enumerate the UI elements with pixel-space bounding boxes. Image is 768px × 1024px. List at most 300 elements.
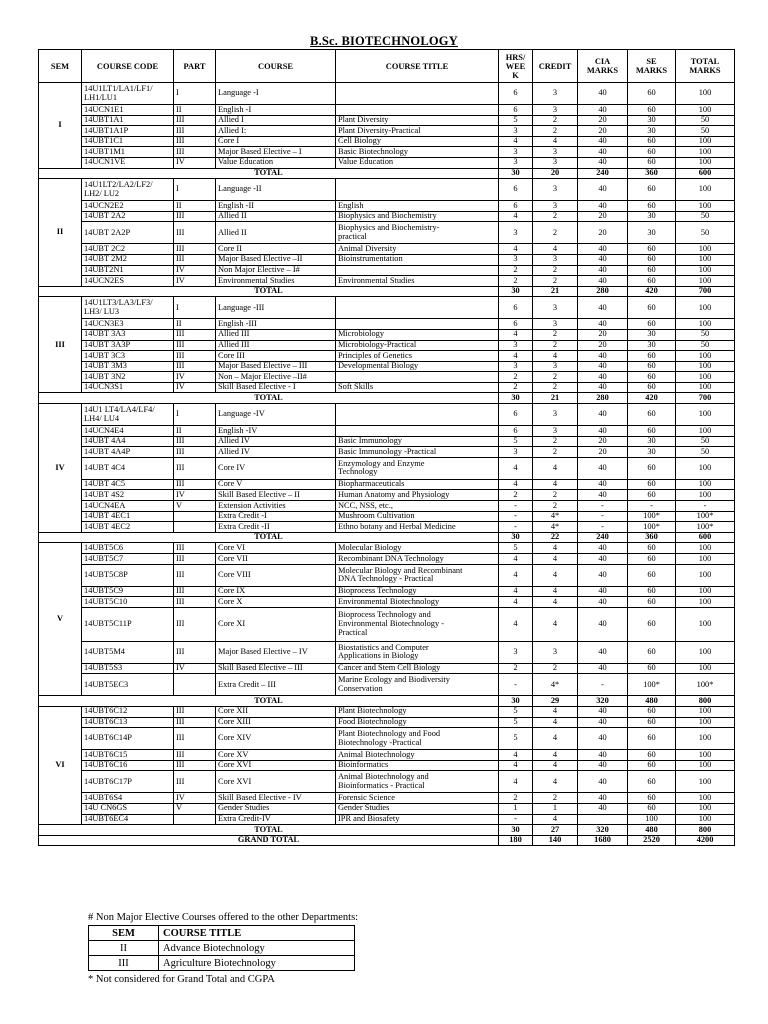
se-marks: 60 bbox=[628, 793, 676, 804]
se-marks: 60 bbox=[628, 297, 676, 319]
course-title: Microbiology bbox=[336, 329, 499, 340]
part: IV bbox=[174, 372, 216, 383]
hrs: 4 bbox=[499, 211, 533, 222]
cia-marks: 40 bbox=[578, 803, 628, 814]
part: III bbox=[174, 222, 216, 244]
hrs: 2 bbox=[499, 490, 533, 501]
table-row bbox=[39, 211, 735, 222]
credit: 2 bbox=[533, 372, 578, 383]
part bbox=[174, 522, 216, 533]
se-marks: 60 bbox=[628, 147, 676, 158]
course: English -IV bbox=[216, 426, 336, 437]
hrs: 5 bbox=[499, 728, 533, 750]
course: Skill Based Elective – III bbox=[216, 663, 336, 674]
se-marks: 60 bbox=[628, 254, 676, 265]
cia-marks: 40 bbox=[578, 771, 628, 793]
course-code: 14UBT1A1 bbox=[82, 115, 174, 126]
total-se-marks: 480 bbox=[628, 696, 676, 707]
cia-marks: 40 bbox=[578, 717, 628, 728]
grand-total-cia-marks: 1680 bbox=[578, 835, 628, 846]
course-code: 14UCN3S1 bbox=[82, 382, 174, 393]
hrs: 5 bbox=[499, 436, 533, 447]
course: Allied IV bbox=[216, 436, 336, 447]
se-marks: 60 bbox=[628, 83, 676, 105]
course: Language -II bbox=[216, 179, 336, 201]
se-marks: - bbox=[628, 501, 676, 512]
course-title bbox=[336, 404, 499, 426]
total-marks: 100* bbox=[676, 511, 735, 522]
se-marks: 60 bbox=[628, 771, 676, 793]
course-title: Soft Skills bbox=[336, 382, 499, 393]
hrs: 4 bbox=[499, 136, 533, 147]
credit: 2 bbox=[533, 793, 578, 804]
credit: 4 bbox=[533, 760, 578, 771]
table-row bbox=[39, 750, 735, 761]
part: IV bbox=[174, 490, 216, 501]
total-marks: 50 bbox=[676, 115, 735, 126]
course-title: Bioinformatics bbox=[336, 760, 499, 771]
nme-sem: III bbox=[89, 956, 159, 971]
course-code: 14UBT 4C5 bbox=[82, 479, 174, 490]
course: Major Based Elective – IV bbox=[216, 641, 336, 663]
cia-marks: 40 bbox=[578, 554, 628, 565]
course-title: Bioprocess Technology bbox=[336, 586, 499, 597]
cia-marks: 20 bbox=[578, 222, 628, 244]
course: Core XI bbox=[216, 607, 336, 641]
sem-label: VI bbox=[39, 706, 82, 824]
part bbox=[174, 511, 216, 522]
part: I bbox=[174, 179, 216, 201]
hrs: 2 bbox=[499, 663, 533, 674]
credit: 3 bbox=[533, 361, 578, 372]
se-marks: 60 bbox=[628, 543, 676, 554]
course-title: Biophysics and Biochemistry bbox=[336, 211, 499, 222]
total-marks: 100 bbox=[676, 586, 735, 597]
table-row bbox=[39, 803, 735, 814]
part: III bbox=[174, 760, 216, 771]
part: III bbox=[174, 607, 216, 641]
total-row bbox=[39, 168, 735, 179]
table-row bbox=[39, 586, 735, 597]
hrs: 3 bbox=[499, 340, 533, 351]
credit: 2 bbox=[533, 115, 578, 126]
credit: 3 bbox=[533, 201, 578, 212]
cia-marks: - bbox=[578, 522, 628, 533]
course: Core IX bbox=[216, 586, 336, 597]
hrs: 5 bbox=[499, 543, 533, 554]
total-label: TOTAL bbox=[39, 286, 499, 297]
course: Language -IV bbox=[216, 404, 336, 426]
asterisk-note: * Not considered for Grand Total and CGPA bbox=[88, 974, 275, 985]
total-marks: 100 bbox=[676, 83, 735, 105]
cia-marks: 40 bbox=[578, 597, 628, 608]
nme-header-sem: SEM bbox=[89, 926, 159, 941]
hrs: - bbox=[499, 814, 533, 825]
credit: 3 bbox=[533, 254, 578, 265]
course-title: Basic Biotechnology bbox=[336, 147, 499, 158]
table-row bbox=[39, 126, 735, 137]
table-row bbox=[39, 136, 735, 147]
part: II bbox=[174, 319, 216, 330]
table-row bbox=[39, 771, 735, 793]
se-marks: 100 bbox=[628, 814, 676, 825]
total-marks: 100 bbox=[676, 706, 735, 717]
hrs: 6 bbox=[499, 426, 533, 437]
cia-marks: 40 bbox=[578, 319, 628, 330]
course-code: 14UBT5M4 bbox=[82, 641, 174, 663]
hrs: 4 bbox=[499, 479, 533, 490]
total-label: TOTAL bbox=[39, 168, 499, 179]
total-se-marks: 360 bbox=[628, 168, 676, 179]
hrs: 6 bbox=[499, 404, 533, 426]
hrs: 2 bbox=[499, 793, 533, 804]
course: Major Based Elective – I bbox=[216, 147, 336, 158]
part: III bbox=[174, 254, 216, 265]
table-row bbox=[39, 372, 735, 383]
se-marks: 60 bbox=[628, 457, 676, 479]
total-row bbox=[39, 532, 735, 543]
total-marks: 100 bbox=[676, 254, 735, 265]
course-code: 14UBT1A1P bbox=[82, 126, 174, 137]
credit: 4 bbox=[533, 717, 578, 728]
course: Allied II bbox=[216, 222, 336, 244]
total-marks: 100 bbox=[676, 760, 735, 771]
course-title: Biostatistics and Computer Applications in Biology bbox=[336, 641, 499, 663]
hrs: 4 bbox=[499, 329, 533, 340]
course-title: IPR and Biosafety bbox=[336, 814, 499, 825]
header-sem: SEM bbox=[39, 50, 82, 83]
credit: 4 bbox=[533, 244, 578, 255]
credit: 2 bbox=[533, 663, 578, 674]
course-code: 14UBT5C7 bbox=[82, 554, 174, 565]
cia-marks: 40 bbox=[578, 276, 628, 287]
credit: 4 bbox=[533, 771, 578, 793]
se-marks: 60 bbox=[628, 276, 676, 287]
credit: 2 bbox=[533, 329, 578, 340]
course: Core XIV bbox=[216, 728, 336, 750]
header-course-code: COURSE CODE bbox=[82, 50, 174, 83]
se-marks: 60 bbox=[628, 404, 676, 426]
se-marks: 60 bbox=[628, 351, 676, 362]
header-course: COURSE bbox=[216, 50, 336, 83]
table-row bbox=[39, 222, 735, 244]
header-credit: CREDIT bbox=[533, 50, 578, 83]
grand-total-label: GRAND TOTAL bbox=[39, 835, 499, 846]
course-code: 14UBT1C1 bbox=[82, 136, 174, 147]
course-title: Cell Biology bbox=[336, 136, 499, 147]
se-marks: 60 bbox=[628, 554, 676, 565]
credit: 3 bbox=[533, 83, 578, 105]
course-title: Environmental Studies bbox=[336, 276, 499, 287]
credit: 3 bbox=[533, 105, 578, 116]
hrs: 2 bbox=[499, 265, 533, 276]
course-title: Environmental Biotechnology bbox=[336, 597, 499, 608]
part: I bbox=[174, 297, 216, 319]
total-marks: 100 bbox=[676, 814, 735, 825]
hrs: 6 bbox=[499, 105, 533, 116]
nme-header-course-title: COURSE TITLE bbox=[159, 926, 355, 941]
total-hrs: 30 bbox=[499, 696, 533, 707]
total-marks: 100 bbox=[676, 543, 735, 554]
cia-marks: 40 bbox=[578, 457, 628, 479]
part: I bbox=[174, 83, 216, 105]
part: II bbox=[174, 105, 216, 116]
cia-marks: 40 bbox=[578, 479, 628, 490]
total-marks: 100 bbox=[676, 426, 735, 437]
nme-header-row bbox=[89, 926, 355, 941]
credit: 3 bbox=[533, 157, 578, 168]
table-row bbox=[39, 717, 735, 728]
table-row bbox=[39, 543, 735, 554]
total-marks: 100 bbox=[676, 297, 735, 319]
credit: 2 bbox=[533, 447, 578, 458]
total-se-marks: 360 bbox=[628, 532, 676, 543]
table-row bbox=[39, 147, 735, 158]
hrs: - bbox=[499, 501, 533, 512]
se-marks: 60 bbox=[628, 717, 676, 728]
part: I bbox=[174, 404, 216, 426]
course-code: 14UBT2N1 bbox=[82, 265, 174, 276]
course: Core V bbox=[216, 479, 336, 490]
course-code: 14UBT 3M3 bbox=[82, 361, 174, 372]
hrs: 6 bbox=[499, 179, 533, 201]
hrs: 3 bbox=[499, 157, 533, 168]
cia-marks: 40 bbox=[578, 372, 628, 383]
total-marks: 100 bbox=[676, 607, 735, 641]
total-credit: 27 bbox=[533, 825, 578, 836]
table-row bbox=[39, 361, 735, 372]
course-code: 14UBT5C10 bbox=[82, 597, 174, 608]
se-marks: 60 bbox=[628, 663, 676, 674]
cia-marks: 20 bbox=[578, 340, 628, 351]
part: IV bbox=[174, 157, 216, 168]
course: Allied III bbox=[216, 329, 336, 340]
part: III bbox=[174, 554, 216, 565]
se-marks: 60 bbox=[628, 564, 676, 586]
total-marks: 50 bbox=[676, 222, 735, 244]
total-hrs: 30 bbox=[499, 286, 533, 297]
total-cia-marks: 240 bbox=[578, 532, 628, 543]
total-marks: 100 bbox=[676, 597, 735, 608]
hrs: 5 bbox=[499, 115, 533, 126]
credit: 4 bbox=[533, 706, 578, 717]
cia-marks: 20 bbox=[578, 436, 628, 447]
total-se-marks: 480 bbox=[628, 825, 676, 836]
course-code: 14UBT6C14P bbox=[82, 728, 174, 750]
total-marks: 100 bbox=[676, 641, 735, 663]
table-row bbox=[39, 501, 735, 512]
credit: 3 bbox=[533, 319, 578, 330]
credit: 4 bbox=[533, 351, 578, 362]
hrs: 2 bbox=[499, 382, 533, 393]
part: III bbox=[174, 361, 216, 372]
table-row bbox=[39, 297, 735, 319]
total-label: TOTAL bbox=[39, 393, 499, 404]
sem-label: V bbox=[39, 543, 82, 696]
table-row bbox=[39, 490, 735, 501]
total-marks: 100 bbox=[676, 105, 735, 116]
total-hrs: 30 bbox=[499, 168, 533, 179]
course: Skill Based Elective - IV bbox=[216, 793, 336, 804]
course-code: 14UBT 3C3 bbox=[82, 351, 174, 362]
part: V bbox=[174, 803, 216, 814]
course-code: 14UBT 3A3 bbox=[82, 329, 174, 340]
table-row bbox=[39, 244, 735, 255]
se-marks: 60 bbox=[628, 490, 676, 501]
total-marks: 100 bbox=[676, 771, 735, 793]
table-row bbox=[39, 663, 735, 674]
cia-marks: 40 bbox=[578, 254, 628, 265]
part: III bbox=[174, 564, 216, 586]
se-marks: 60 bbox=[628, 597, 676, 608]
grand-total-se-marks: 2520 bbox=[628, 835, 676, 846]
table-row bbox=[39, 728, 735, 750]
cia-marks: 40 bbox=[578, 404, 628, 426]
hrs: 6 bbox=[499, 297, 533, 319]
se-marks: 60 bbox=[628, 136, 676, 147]
total-marks: 100 bbox=[676, 265, 735, 276]
course: Core VII bbox=[216, 554, 336, 565]
total-total-marks: 700 bbox=[676, 393, 735, 404]
part: IV bbox=[174, 663, 216, 674]
table-row bbox=[39, 564, 735, 586]
hrs: 3 bbox=[499, 641, 533, 663]
part: III bbox=[174, 771, 216, 793]
hrs: 3 bbox=[499, 222, 533, 244]
table-row bbox=[39, 426, 735, 437]
header-part: PART bbox=[174, 50, 216, 83]
course: Skill Based Elective - I bbox=[216, 382, 336, 393]
total-total-marks: 600 bbox=[676, 168, 735, 179]
course: Allied III bbox=[216, 340, 336, 351]
course-title: Developmental Biology bbox=[336, 361, 499, 372]
total-hrs: 30 bbox=[499, 532, 533, 543]
total-cia-marks: 320 bbox=[578, 696, 628, 707]
total-total-marks: 700 bbox=[676, 286, 735, 297]
credit: 2 bbox=[533, 265, 578, 276]
cia-marks: 40 bbox=[578, 490, 628, 501]
cia-marks: 40 bbox=[578, 750, 628, 761]
credit: 3 bbox=[533, 147, 578, 158]
part: V bbox=[174, 501, 216, 512]
part: IV bbox=[174, 793, 216, 804]
course-title bbox=[336, 426, 499, 437]
total-hrs: 30 bbox=[499, 825, 533, 836]
course-title: Marine Ecology and Biodiversity Conservation bbox=[336, 674, 499, 696]
nme-course-title: Advance Biotechnology bbox=[159, 941, 355, 956]
total-label: TOTAL bbox=[39, 825, 499, 836]
total-marks: 100 bbox=[676, 147, 735, 158]
se-marks: 30 bbox=[628, 340, 676, 351]
se-marks: 60 bbox=[628, 586, 676, 597]
nme-row bbox=[89, 941, 355, 956]
cia-marks: 20 bbox=[578, 211, 628, 222]
se-marks: 60 bbox=[628, 728, 676, 750]
credit: 4 bbox=[533, 607, 578, 641]
course-code: 14UBT 2M2 bbox=[82, 254, 174, 265]
total-marks: 100 bbox=[676, 564, 735, 586]
cia-marks: 40 bbox=[578, 265, 628, 276]
credit: 3 bbox=[533, 404, 578, 426]
se-marks: 30 bbox=[628, 329, 676, 340]
course-code: 14UCN4EA bbox=[82, 501, 174, 512]
cia-marks: 20 bbox=[578, 447, 628, 458]
curriculum-table bbox=[38, 49, 735, 846]
table-row bbox=[39, 254, 735, 265]
total-credit: 29 bbox=[533, 696, 578, 707]
table-row bbox=[39, 447, 735, 458]
course-code: 14UBT 4S2 bbox=[82, 490, 174, 501]
total-marks: 100 bbox=[676, 179, 735, 201]
total-marks: 100 bbox=[676, 382, 735, 393]
course-code: 14UBT5S3 bbox=[82, 663, 174, 674]
part: III bbox=[174, 728, 216, 750]
cia-marks: 40 bbox=[578, 607, 628, 641]
part: III bbox=[174, 586, 216, 597]
hrs: 2 bbox=[499, 372, 533, 383]
table-row bbox=[39, 340, 735, 351]
course: Core XVI bbox=[216, 760, 336, 771]
table-row bbox=[39, 760, 735, 771]
se-marks: 30 bbox=[628, 115, 676, 126]
credit: 2 bbox=[533, 222, 578, 244]
se-marks: 30 bbox=[628, 222, 676, 244]
cia-marks: 20 bbox=[578, 329, 628, 340]
hrs: 4 bbox=[499, 554, 533, 565]
total-marks: 100* bbox=[676, 522, 735, 533]
course: Core IV bbox=[216, 457, 336, 479]
course: Core X bbox=[216, 597, 336, 608]
total-hrs: 30 bbox=[499, 393, 533, 404]
se-marks: 100* bbox=[628, 511, 676, 522]
total-marks: 100 bbox=[676, 479, 735, 490]
course-title: Enzymology and Enzyme Technology bbox=[336, 457, 499, 479]
course: English -II bbox=[216, 201, 336, 212]
hrs: 3 bbox=[499, 254, 533, 265]
table-row bbox=[39, 674, 735, 696]
course: English -I bbox=[216, 105, 336, 116]
course-title: Plant Biotechnology and Food Biotechnology -Practical bbox=[336, 728, 499, 750]
header-row bbox=[39, 50, 735, 83]
course-title: Plant Biotechnology bbox=[336, 706, 499, 717]
hrs: 4 bbox=[499, 244, 533, 255]
credit: 4 bbox=[533, 814, 578, 825]
part: II bbox=[174, 426, 216, 437]
cia-marks: 40 bbox=[578, 728, 628, 750]
credit: 3 bbox=[533, 641, 578, 663]
course-title: Bioprocess Technology and Environmental Biotechnology - Practical bbox=[336, 607, 499, 641]
total-cia-marks: 240 bbox=[578, 168, 628, 179]
hrs: 6 bbox=[499, 319, 533, 330]
total-marks: 50 bbox=[676, 211, 735, 222]
total-marks: 100 bbox=[676, 663, 735, 674]
total-credit: 22 bbox=[533, 532, 578, 543]
part: III bbox=[174, 457, 216, 479]
table-row bbox=[39, 105, 735, 116]
sem-label: III bbox=[39, 297, 82, 393]
course: Skill Based Elective – II bbox=[216, 490, 336, 501]
course: Core VIII bbox=[216, 564, 336, 586]
part: III bbox=[174, 543, 216, 554]
course-title: Biopharmaceuticals bbox=[336, 479, 499, 490]
course: Extension Activities bbox=[216, 501, 336, 512]
course: Core XIII bbox=[216, 717, 336, 728]
se-marks: 60 bbox=[628, 803, 676, 814]
course: Non – Major Elective –II# bbox=[216, 372, 336, 383]
total-cia-marks: 280 bbox=[578, 286, 628, 297]
course-code: 14U1LT2/LA2/LF2/ LH2/ LU2 bbox=[82, 179, 174, 201]
credit: 2 bbox=[533, 382, 578, 393]
